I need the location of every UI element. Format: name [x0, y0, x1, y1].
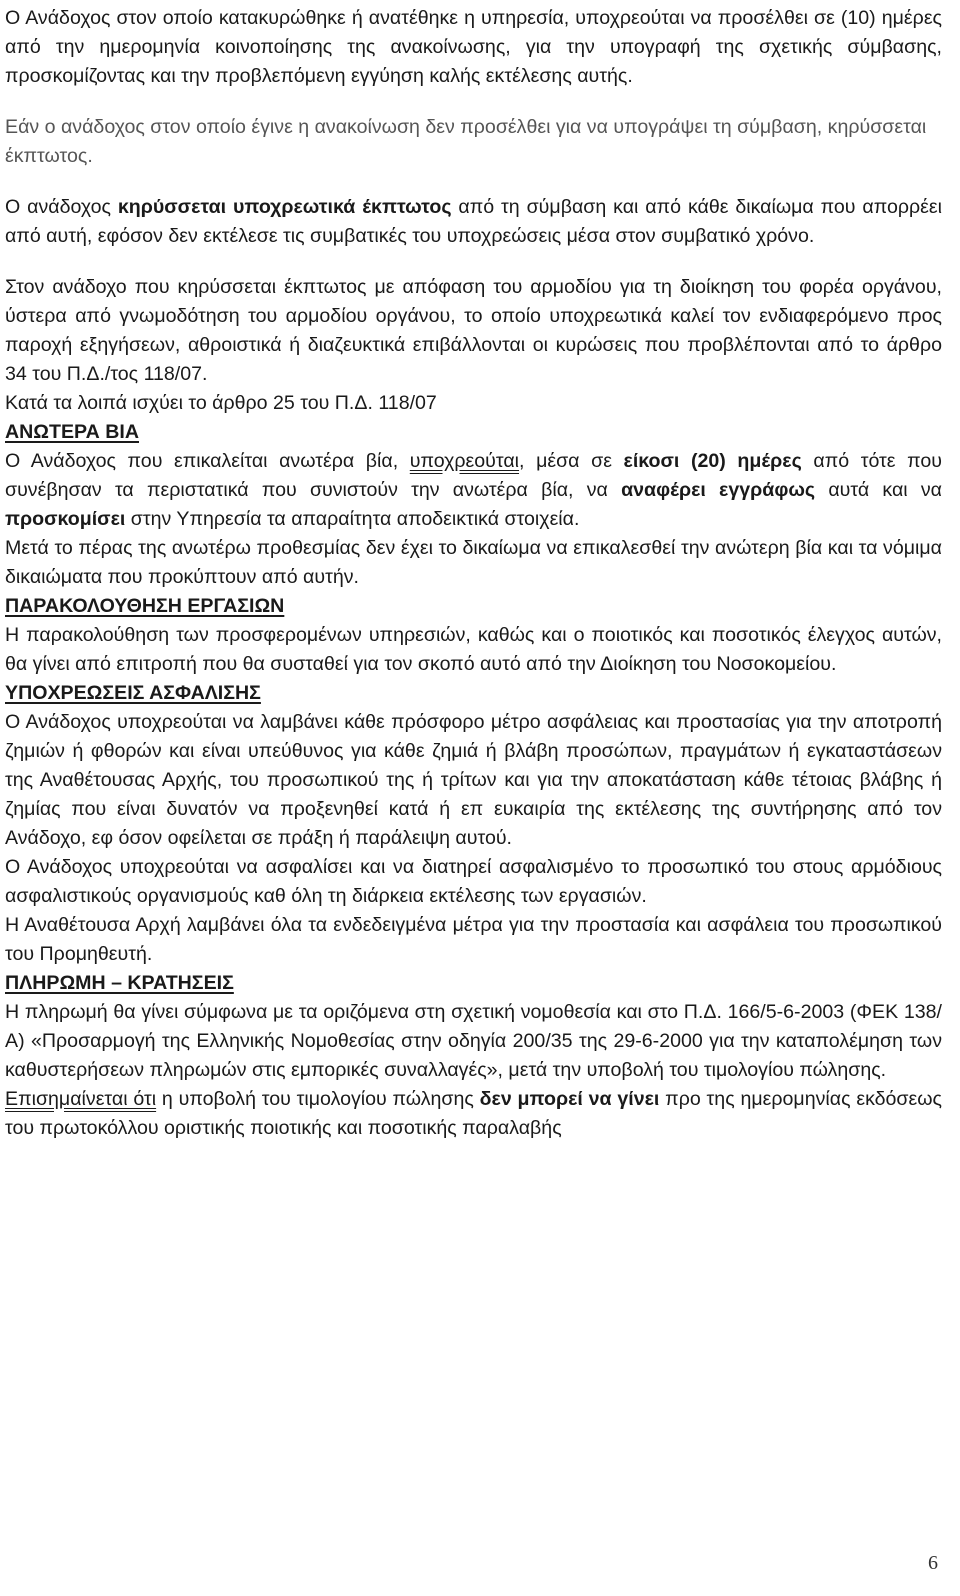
heading-insurance: ΥΠΟΧΡΕΩΣΕΙΣ ΑΣΦΑΛΙΣΗΣ — [5, 682, 261, 704]
paragraph-insurance-1: Ο Ανάδοχος υποχρεούται να λαμβάνει κάθε πρόσφορο μέτρο ασφάλειας και προστασίας για την αποτροπή ζημιών ή φθορών και είναι υπεύθυνος για κάθε ζημιά ή βλάβη προσώπων, πραγμάτων ή εγκαταστάσεων της Αναθέτουσας Αρχής, του προσωπικού της ή τρίτων και για την αποκατάσταση κάθε τέτοιας βλάβης ή ζημίας που είναι δυνατόν να προξενηθεί κατά ή επ ευκαιρία της εκτέλεσης της συντήρησης από τον Ανάδοχο, εφ όσον οφείλεται σε πράξη ή παράλειψη αυτού. — [5, 711, 942, 849]
paragraph-payment-1: Η πληρωμή θα γίνει σύμφωνα με τα οριζόμενα στη σχετική νομοθεσία και στο Π.Δ. 166/5-6-2003 (ΦΕΚ 138/Α) «Προσαρμογή της Ελληνικής Νομοθεσίας στην οδηγία 200/35 της 29-6-2000 για την καταπολέμηση των καθυστερήσεων πληρωμών στις εμπορικές συναλλαγές», μετά την υποβολή του τιμολογίου πώλησης. — [5, 1001, 942, 1081]
forfeiture-bold: κηρύσσεται υποχρεωτικά έκπτωτος — [117, 196, 452, 218]
paragraph-force-majeure-2: Μετά το πέρας της ανωτέρω προθεσμίας δεν έχει το δικαίωμα να επικαλεσθεί την ανώτερη βία και τα νόμιμα δικαιώματα που προκύπτουν από αυτήν. — [5, 537, 942, 588]
paragraph-no-show: Εάν ο ανάδοχος στον οποίο έγινε η ανακοίνωση δεν προσέλθει για να υπογράψει τη σύμβαση, κηρύσσεται έκπτωτος. — [5, 116, 927, 167]
paragraph-sanctions: Στον ανάδοχο που κηρύσσεται έκπτωτος με απόφαση του αρμοδίου για τη διοίκηση του φορέα οργάνου, ύστερα από γνωμοδότηση του αρμοδίου οργάνου, το οποίο υποχρεωτικά καλεί τον ενδιαφερόμενο προς παροχή εξηγήσεων, αθροιστικά ή διαζευκτικά επιβάλλονται οι κυρώσεις που προβλέπονται από το άρθρο 34 του Π.Δ./τος 118/07. — [5, 276, 942, 385]
paragraph-force-majeure-1: Ο Ανάδοχος που επικαλείται ανωτέρα βία, υποχρεούται, μέσα σε είκοσι (20) ημέρες από τότε που συνέβησαν τα περιστατικά που συνιστούν την ανωτέρα βία, να αναφέρει εγγράφως αυτά και να προσκομίσει στην Υπηρεσία τα απαραίτητα αποδεικτικά στοιχεία. — [5, 450, 942, 530]
heading-payment: ΠΛΗΡΩΜΗ – ΚΡΑΤΗΣΕΙΣ — [5, 972, 234, 994]
paragraph-signing-obligation: Ο Ανάδοχος στον οποίο κατακυρώθηκε ή ανατέθηκε η υπηρεσία, υποχρεούται να προσέλθει σε (10) ημέρες από την ημερομηνία κοινοποίησης της ανακοίνωσης, για την υπογραφή της σχετικής σύμβασης, προσκομίζοντας και την προβλεπόμενη εγγύηση καλής εκτέλεσης αυτής. — [5, 7, 942, 87]
paragraph-forfeiture: Ο ανάδοχος κηρύσσεται υποχρεωτικά έκπτωτος από τη σύμβαση και από κάθε δικαίωμα που απορρέει από αυτή, εφόσον δεν εκτέλεσε τις συμβατικές του υποχρεώσεις μέσα στον συμβατικό χρόνο. — [5, 196, 942, 247]
paragraph-insurance-3: Η Αναθέτουσα Αρχή λαμβάνει όλα τα ενδεδειγμένα μέτρα για την προστασία και ασφάλεια του προσωπικού του Προμηθευτή. — [5, 914, 942, 965]
heading-force-majeure: ΑΝΩΤΕΡΑ ΒΙΑ — [5, 421, 139, 443]
paragraph-insurance-2: Ο Ανάδοχος υποχρεούται να ασφαλίσει και να διατηρεί ασφαλισμένο το προσωπικό του στους αρμόδιους ασφαλιστικούς οργανισμούς καθ όλη τη διάρκεια εκτέλεσης των εργασιών. — [5, 856, 942, 907]
paragraph-payment-2: Επισημαίνεται ότι η υποβολή του τιμολογίου πώλησης δεν μπορεί να γίνει προ της ημερομηνίας εκδόσεως του πρωτοκόλλου οριστικής ποιοτικής και ποσοτικής παραλαβής — [5, 1088, 942, 1139]
heading-monitoring: ΠΑΡΑΚΟΛΟΥΘΗΣΗ ΕΡΓΑΣΙΩΝ — [5, 595, 285, 617]
paragraph-other-terms: Κατά τα λοιπά ισχύει το άρθρο 25 του Π.Δ. 118/07 — [5, 392, 437, 414]
paragraph-monitoring: Η παρακολούθηση των προσφερομένων υπηρεσιών, καθώς και ο ποιοτικός και ποσοτικός έλεγχος αυτών, θα γίνει από επιτροπή που θα συσταθεί για τον σκοπό αυτό από την Διοίκηση του Νοσοκομείου. — [5, 624, 942, 675]
page-number: 6 — [928, 1552, 938, 1574]
